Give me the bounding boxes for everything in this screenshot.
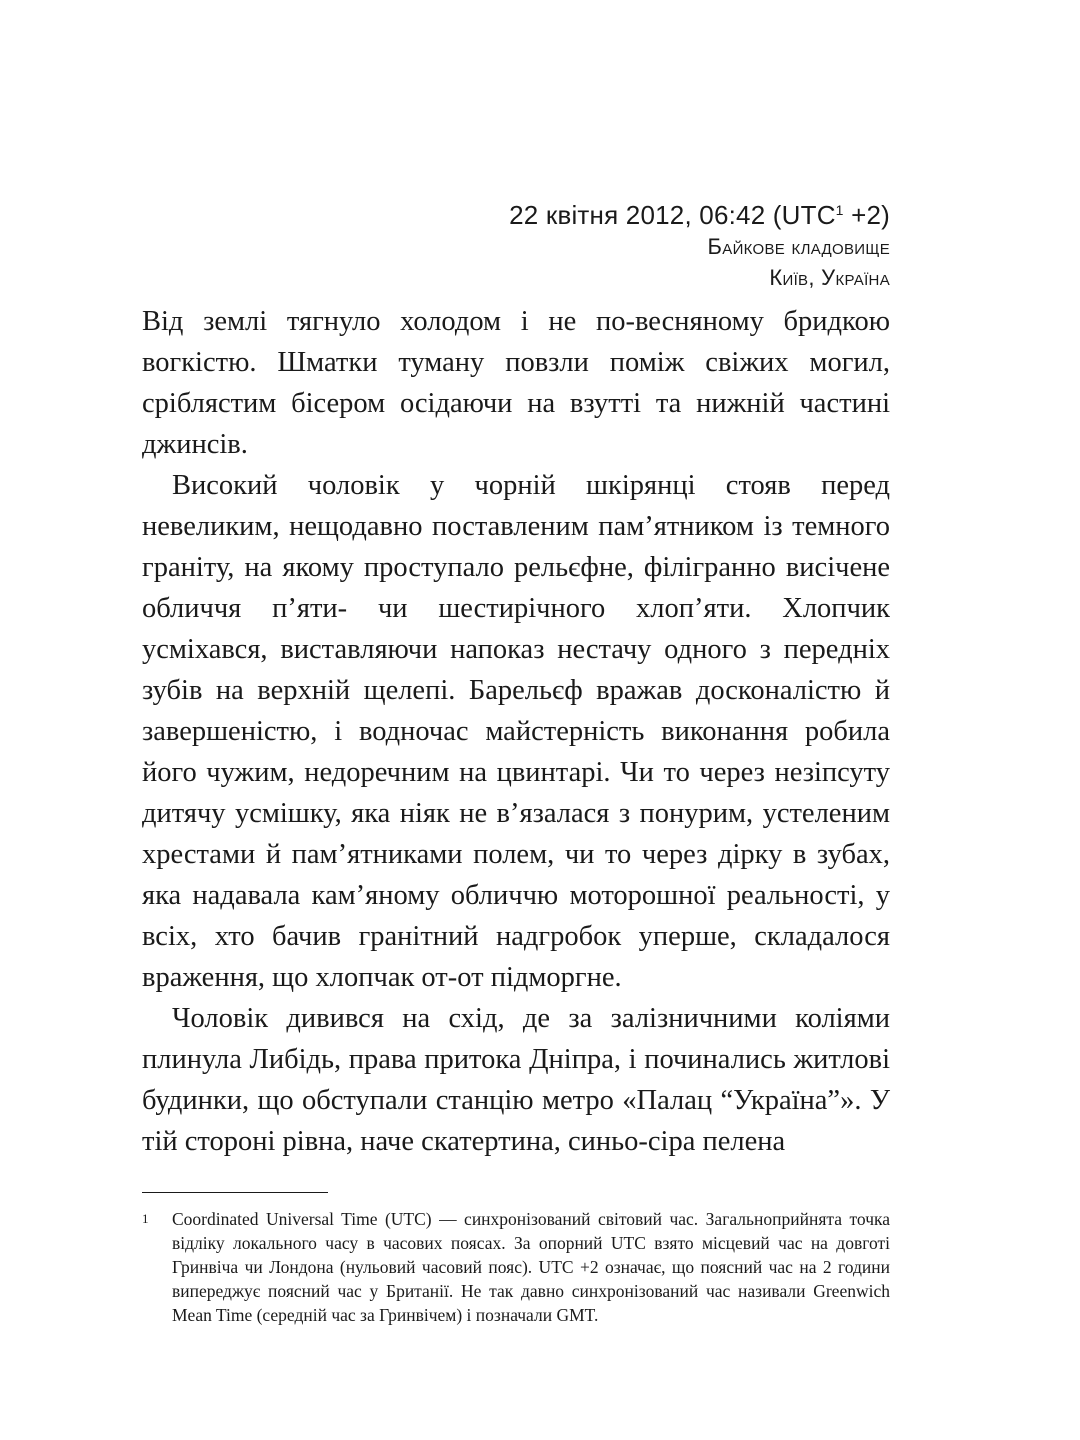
date-time-line (142, 200, 890, 231)
date-time-text: 22 квітня 2012, 06:42 (UTC (509, 200, 836, 230)
footnote-separator (142, 1192, 328, 1193)
chapter-header (142, 200, 890, 293)
utc-offset-text: +2) (843, 200, 890, 230)
paragraph: Від землі тягнуло холодом і не по-весняному бридкою вогкістю. Шматки туману повзли поміж свіжих могил, сріблястим бісером осідаючи на взутті та нижній частині джинсів. (142, 306, 890, 460)
footnote-reference[interactable]: 1 (835, 202, 844, 218)
place-name: Байкове кладовище (707, 234, 890, 259)
footnote (142, 1207, 890, 1327)
city-name: Київ, Україна (769, 265, 890, 290)
book-page (142, 200, 890, 1327)
footnote-text: Coordinated Universal Time (UTC) — синхронізований світовий час. Загальноприйнята точка відліку локального часу в часових поясах. За опорний UTC взято місцевий час на довготі Гринвіча чи Лондона (нульовий часовий пояс). UTC +2 означає, що поясний час на 2 години випереджує поясний час у Британії. Не так давно синхронізований час називали Greenwich Mean Time (середній час за Гринвічем) і позначали GMT. (172, 1209, 890, 1325)
footnote-mark: 1 (142, 1211, 149, 1226)
paragraph: Високий чоловік у чорній шкірянці стояв перед невеликим, нещодавно поставленим пам’ятником із темного граніту, на якому проступало рельєфне, філігранно висічене обличчя п’яти- чи шестирічного хлоп’яти. Хлопчик усміхався, виставляючи напоказ нестачу одного з передніх зубів на верхній щелепі. Барельєф вражав досконалістю й завершеністю, і водночас майстерність виконання робила його чужим, недоречним на цвинтарі. Чи то через незіпсуту дитячу усмішку, яка ніяк не в’язалася з понурим, устеленим хрестами й пам’ятниками полем, чи то через дірку в зубах, яка надавала кам’яному обличчю моторошної реальності, у всіх, хто бачив гранітний надгробок уперше, складалося враження, що хлопчак от-от підморгне. (142, 470, 890, 993)
paragraph: Чоловік дивився на схід, де за залізничними коліями плинула Либідь, права притока Дніпра, і починались житлові будинки, що обступали станцію метро «Палац “Україна”». У тій стороні рівна, наче скатертина, синьо-сіра пелена (142, 1003, 890, 1157)
body-text (142, 301, 890, 1162)
